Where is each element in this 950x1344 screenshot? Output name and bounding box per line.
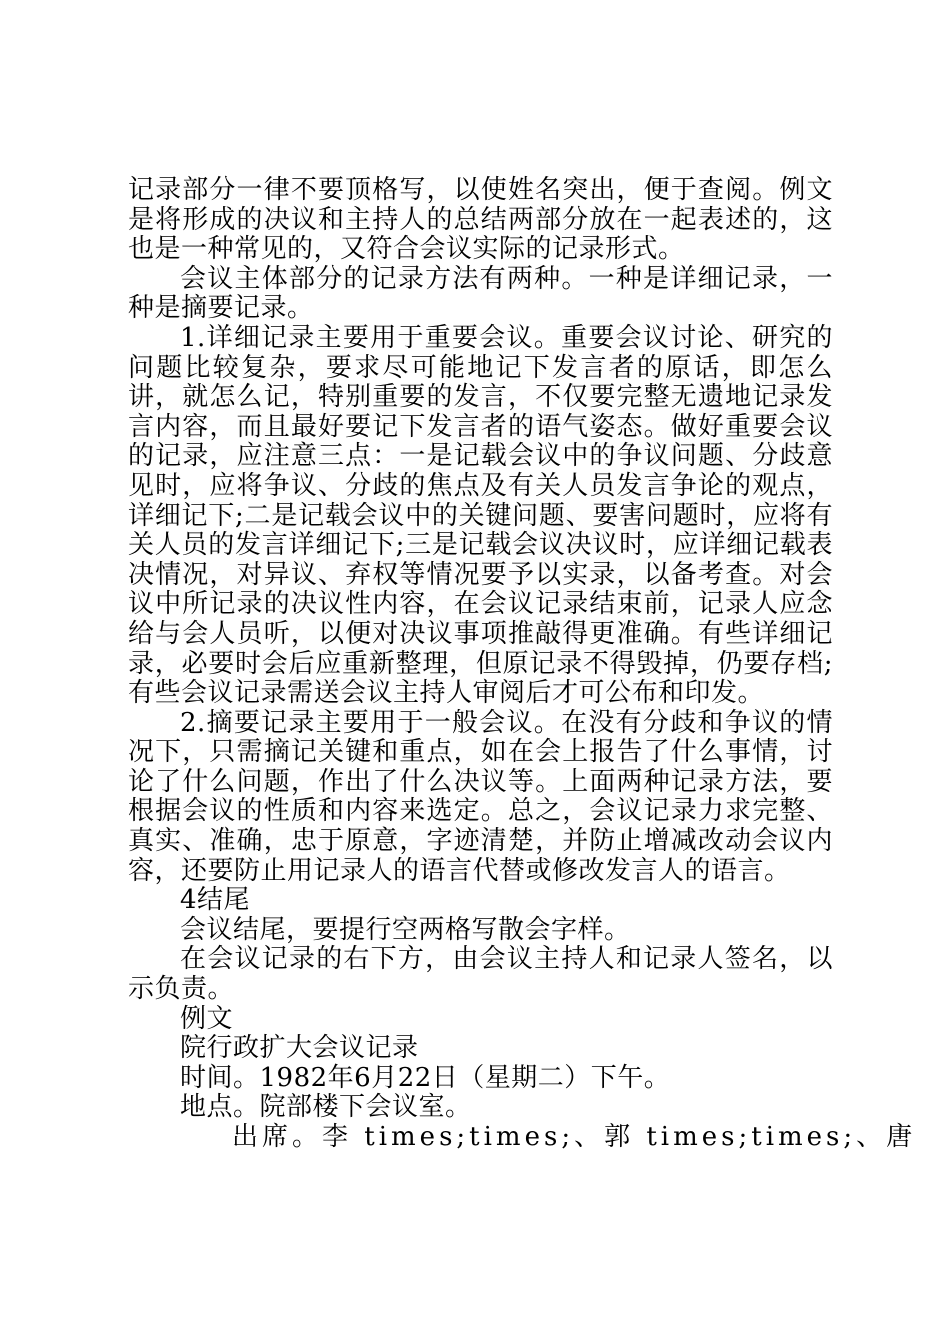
example-time: 时间。1982年6月22日（星期二）下午。 bbox=[180, 1062, 671, 1093]
example-title: 院行政扩大会议记录 bbox=[180, 1033, 419, 1064]
example-location: 地点。院部楼下会议室。 bbox=[180, 1092, 472, 1123]
section-heading-ending: 4结尾 bbox=[180, 885, 251, 916]
document-body bbox=[128, 175, 917, 1153]
paragraph-ending-rule: 会议结尾，要提行空两格写散会字样。 bbox=[180, 914, 631, 945]
paragraph-signature-rule: 在会议记录的右下方，由会议主持人和记录人签名，以示负责。 bbox=[128, 944, 833, 1005]
example-label: 例文 bbox=[180, 1003, 234, 1034]
paragraph-detailed-record: 1.详细记录主要用于重要会议。重要会议讨论、研究的问题比较复杂，要求尽可能地记下发言者的原话，即怎么讲，就怎么记，特别重要的发言，不仅要完整无遗地记录发言内容，而且最好要记下发言者的语气姿态。做好重要会议的记录，应注意三点：一是记载会议中的争议问题、分歧意见时，应将争议、分歧的焦点及有关人员发言争论的观点，详细记下;二是记载会议中的关键问题、要害问题时，应将有关人员的发言详细记下;三是记载会议决议时，应详细记载表决情况，对异议、弃权等情况要予以实录，以备考查。对会议中所记录的决议性内容，在会议记录结束前，记录人应念给与会人员听，以便对决议事项推敲得更准确。有些详细记录，必要时会后应重新整理，但原记录不得毁掉，仍要存档;有些会议记录需送会议主持人审阅后才可公布和印发。 bbox=[128, 322, 833, 709]
example-attendees: 出席。李 times;times;、郭 times;times;、唐 bbox=[232, 1122, 917, 1152]
paragraph-summary-record: 2.摘要记录主要用于一般会议。在没有分歧和争议的情况下，只需摘记关键和重点，如在会上报告了什么事情，讨论了什么问题，作出了什么决议等。上面两种记录方法，要根据会议的性质和内容来选定。总之，会议记录力求完整、真实、准确，忠于原意，字迹清楚，并防止增减改动会议内容，还要防止用记录人的语言代替或修改发言人的语言。 bbox=[128, 707, 833, 886]
paragraph-record-format: 记录部分一律不要顶格写，以使姓名突出，便于查阅。例文是将形成的决议和主持人的总结两部分放在一起表述的，这也是一种常见的，又符合会议实际的记录形式。 bbox=[128, 175, 833, 265]
paragraph-recording-methods: 会议主体部分的记录方法有两种。一种是详细记录，一种是摘要记录。 bbox=[128, 263, 833, 324]
